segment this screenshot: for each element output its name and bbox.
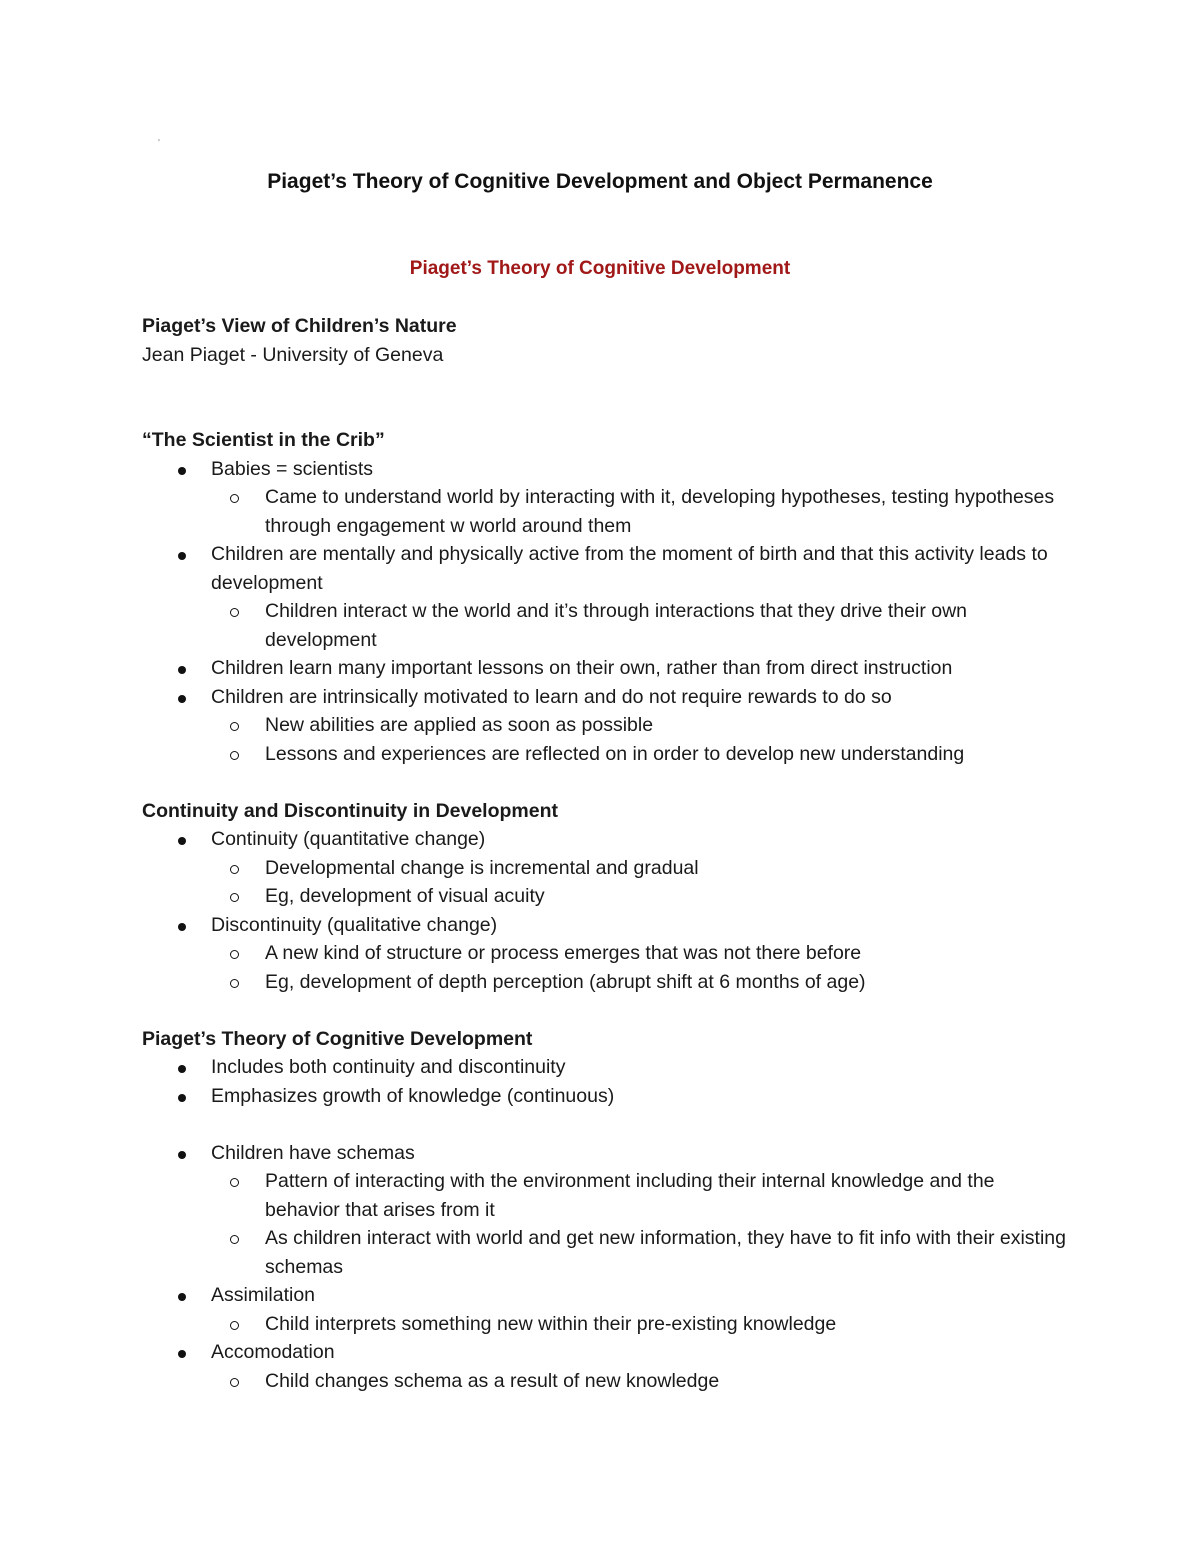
hollow-bullet-icon <box>230 1235 239 1244</box>
list-item <box>142 455 1072 541</box>
hollow-bullet-icon <box>230 608 239 617</box>
sub-list <box>211 1310 1072 1339</box>
list-item-text: Children are mentally and physically active from the moment of birth and that this activity leads to development <box>211 543 1048 594</box>
sub-list-item-text: Pattern of interacting with the environment including their internal knowledge and the behavior that arises from it <box>265 1170 995 1221</box>
sub-list-item-text: A new kind of structure or process emerges that was not there before <box>265 942 862 964</box>
sub-list-item-text: As children interact with world and get new information, they have to fit info with their existing schemas <box>265 1227 1066 1278</box>
sub-list-item-text: Developmental change is incremental and gradual <box>265 856 699 879</box>
hollow-bullet-icon <box>230 722 239 731</box>
list-item-text: Babies = scientists <box>211 457 374 480</box>
sub-list-item-text: New abilities are applied as soon as possible <box>265 714 654 736</box>
list-item-text: Assimilation <box>211 1284 316 1306</box>
list-item-text: Discontinuity (qualitative change) <box>211 913 498 936</box>
sub-list-item <box>211 740 1072 769</box>
theory-heading: Piaget’s Theory of Cognitive Development <box>142 1027 533 1050</box>
hollow-bullet-icon <box>230 950 239 959</box>
view-subtitle: Jean Piaget - University of Geneva <box>142 343 444 366</box>
bullet-icon <box>178 695 186 703</box>
document-body <box>142 312 1072 1395</box>
list-item-text: Continuity (quantitative change) <box>211 828 486 850</box>
sub-list-item-text: Eg, development of visual acuity <box>265 885 545 907</box>
bullet-icon <box>178 1094 186 1102</box>
bullet-icon <box>178 837 186 845</box>
theory-list-a <box>142 1053 1072 1110</box>
sub-list <box>211 1167 1072 1281</box>
list-item-text: Emphasizes growth of knowledge (continuous) <box>211 1084 615 1107</box>
sub-list-item-text: Child interprets something new within their pre-existing knowledge <box>265 1312 837 1335</box>
sub-list-item <box>211 597 1072 654</box>
list-item <box>142 654 1072 683</box>
list-item <box>142 825 1072 911</box>
list-item <box>142 1082 1072 1111</box>
list-item <box>142 1281 1072 1338</box>
list-item <box>142 911 1072 997</box>
hollow-bullet-icon <box>230 1321 239 1330</box>
list-item-text: Children are intrinsically motivated to learn and do not require rewards to do so <box>211 685 892 708</box>
sub-list-item <box>211 483 1072 540</box>
sub-list-item-text: Came to understand world by interacting with it, developing hypotheses, testing hypotheses through engagement w world around them <box>265 486 1055 537</box>
sub-list-item-text: Eg, development of depth perception (abrupt shift at 6 months of age) <box>265 970 866 993</box>
sub-list-item <box>211 854 1072 883</box>
sub-list <box>211 854 1072 911</box>
list-item <box>142 540 1072 654</box>
bullet-icon <box>178 666 186 674</box>
continuity-list <box>142 825 1072 996</box>
hollow-bullet-icon <box>230 979 239 988</box>
sub-list <box>211 711 1072 768</box>
bullet-icon <box>178 1151 186 1159</box>
sub-list <box>211 939 1072 996</box>
sub-list-item <box>211 882 1072 911</box>
view-heading: Piaget’s View of Children’s Nature <box>142 315 457 337</box>
sub-list <box>211 1367 1072 1396</box>
continuity-heading: Continuity and Discontinuity in Development <box>142 799 559 822</box>
sub-list-item-text: Lessons and experiences are reflected on in order to develop new understanding <box>265 742 965 765</box>
tick-mark: ' <box>158 138 160 149</box>
bullet-icon <box>178 1065 186 1073</box>
hollow-bullet-icon <box>230 865 239 874</box>
sub-list <box>211 483 1072 540</box>
sub-list-item <box>211 939 1072 968</box>
scientist-heading: “The Scientist in the Crib” <box>142 429 385 451</box>
sub-list-item <box>211 968 1072 997</box>
sub-list-item-text: Child changes schema as a result of new knowledge <box>265 1369 720 1392</box>
sub-list-item <box>211 1367 1072 1396</box>
list-item-text: Includes both continuity and discontinuity <box>211 1056 566 1078</box>
sub-list <box>211 597 1072 654</box>
sub-list-item <box>211 1224 1072 1281</box>
theory-list-b <box>142 1139 1072 1396</box>
hollow-bullet-icon <box>230 494 239 503</box>
sub-list-item <box>211 1167 1072 1224</box>
list-item-text: Children have schemas <box>211 1141 415 1164</box>
scientist-list <box>142 455 1072 769</box>
bullet-icon <box>178 467 186 475</box>
section-heading: Piaget’s Theory of Cognitive Development <box>409 258 791 279</box>
page-title: Piaget’s Theory of Cognitive Development and Object Permanence <box>267 170 933 193</box>
bullet-icon <box>178 1293 186 1301</box>
hollow-bullet-icon <box>230 1178 239 1187</box>
bullet-icon <box>178 923 186 931</box>
list-item <box>142 683 1072 769</box>
hollow-bullet-icon <box>230 1378 239 1387</box>
list-item <box>142 1338 1072 1395</box>
hollow-bullet-icon <box>230 893 239 902</box>
list-item-text: Children learn many important lessons on their own, rather than from direct instruction <box>211 657 953 679</box>
hollow-bullet-icon <box>230 751 239 760</box>
list-item <box>142 1139 1072 1282</box>
list-item <box>142 1053 1072 1082</box>
bullet-icon <box>178 552 186 560</box>
sub-list-item <box>211 1310 1072 1339</box>
bullet-icon <box>178 1350 186 1358</box>
sub-list-item <box>211 711 1072 740</box>
list-item-text: Accomodation <box>211 1341 335 1363</box>
sub-list-item-text: Children interact w the world and it’s through interactions that they drive their own development <box>265 600 968 651</box>
